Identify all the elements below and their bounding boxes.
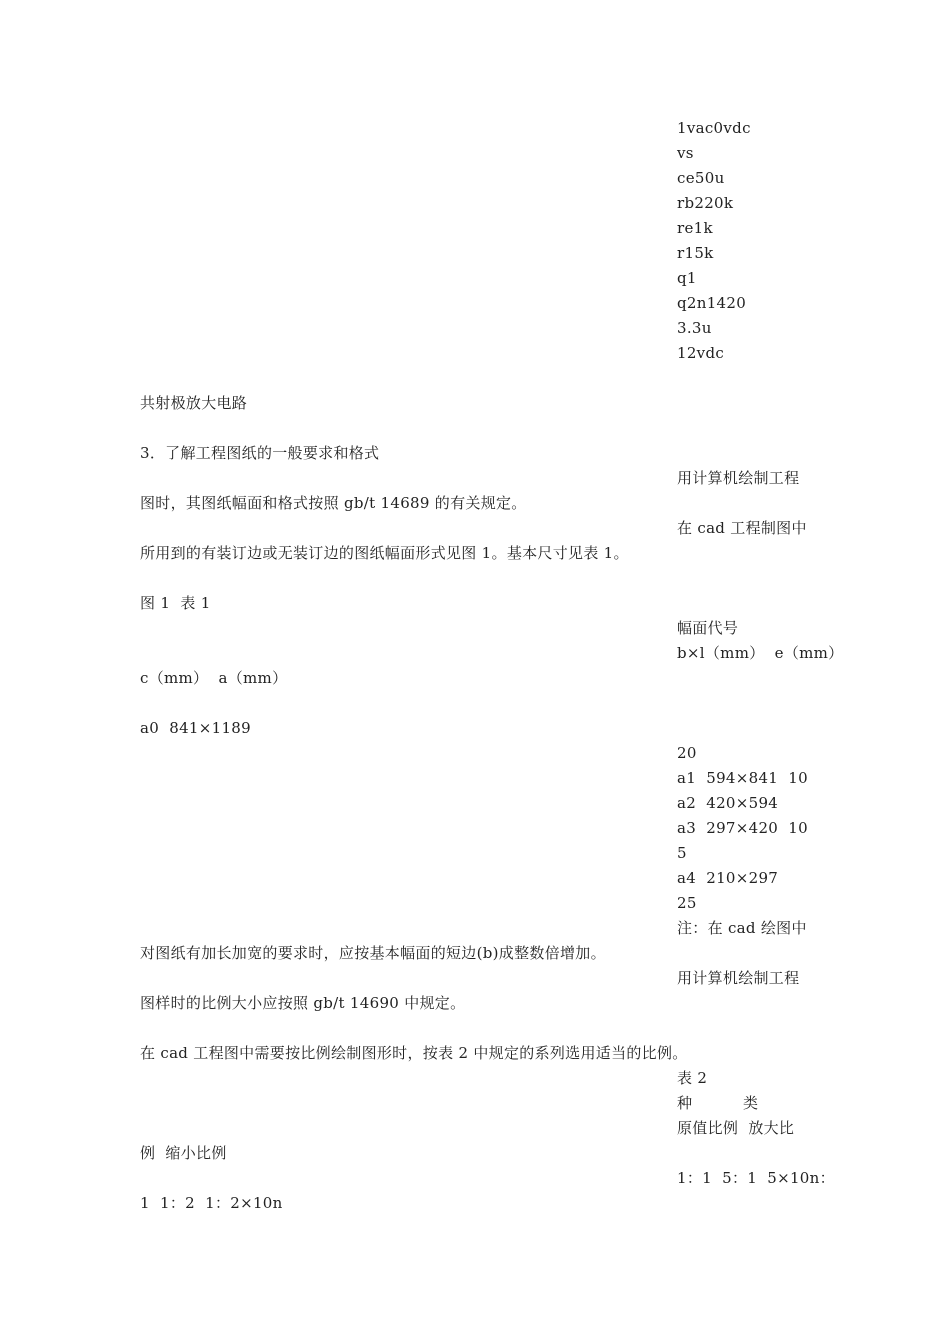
table-row: 5 (677, 844, 687, 862)
table-row: a3 297×420 10 (677, 819, 808, 837)
table-row: a2 420×594 (677, 794, 779, 812)
figure-table-label: 图 1 表 1 (140, 594, 211, 612)
note-line: 注：在 cad 绘图中 (677, 919, 807, 937)
component-line: vs (677, 144, 694, 162)
table-row: a1 594×841 10 (677, 769, 808, 787)
circuit-caption: 共射极放大电路 (140, 394, 248, 412)
table-row: 1 1：2 1：2×10n (140, 1194, 283, 1212)
table-header: b×l（mm） e（mm） (677, 644, 844, 662)
table-header: 种 类 (677, 1094, 759, 1112)
table-row: 20 (677, 744, 697, 762)
table-row: 1：1 5：1 5×10n： (677, 1169, 835, 1187)
component-line: 3.3u (677, 319, 712, 337)
component-line: rb220k (677, 194, 734, 212)
paragraph-line: 用计算机绘制工程 (677, 469, 800, 487)
paragraph-line: 在 cad 工程制图中 (677, 519, 807, 537)
table-header: 原值比例 放大比 (677, 1119, 795, 1137)
component-line: r15k (677, 244, 714, 262)
table-row: 25 (677, 894, 697, 912)
component-line: re1k (677, 219, 713, 237)
paragraph-line: 用计算机绘制工程 (677, 969, 800, 987)
table-header: 例 缩小比例 (140, 1144, 227, 1162)
table-header: c（mm） a（mm） (140, 669, 288, 687)
component-line: 1vac0vdc (677, 119, 751, 137)
paragraph-line: 在 cad 工程图中需要按比例绘制图形时，按表 2 中规定的系列选用适当的比例。 (140, 1044, 688, 1062)
component-line: q1 (677, 269, 697, 287)
table-label: 表 2 (677, 1069, 708, 1087)
paragraph-line: 所用到的有装订边或无装订边的图纸幅面形式见图 1。基本尺寸见表 1。 (140, 544, 629, 562)
component-line: q2n1420 (677, 294, 747, 312)
table-row: a0 841×1189 (140, 719, 251, 737)
paragraph-line: 图时，其图纸幅面和格式按照 gb/t 14689 的有关规定。 (140, 494, 527, 512)
table-row: a4 210×297 (677, 869, 779, 887)
paragraph-line: 对图纸有加长加宽的要求时，应按基本幅面的短边(b)成整数倍增加。 (140, 944, 606, 962)
component-line: 12vdc (677, 344, 725, 362)
paragraph-line: 图样时的比例大小应按照 gb/t 14690 中规定。 (140, 994, 466, 1012)
table-header: 幅面代号 (677, 619, 739, 637)
component-line: ce50u (677, 169, 725, 187)
section-heading: 3．了解工程图纸的一般要求和格式 (140, 444, 380, 462)
